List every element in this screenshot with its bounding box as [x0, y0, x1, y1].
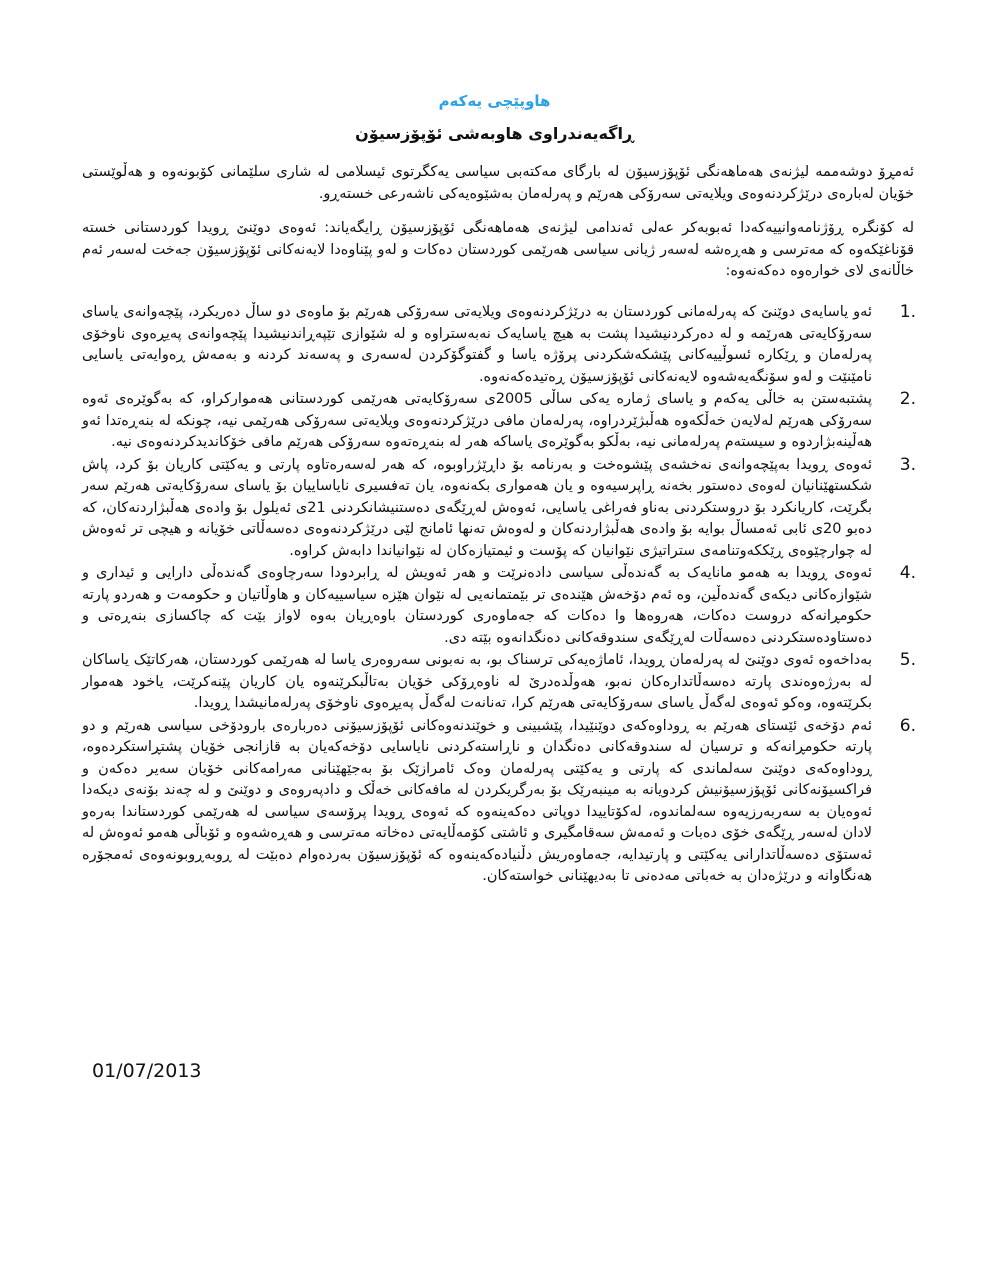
- document-date: 01/07/2013: [92, 1060, 202, 1082]
- item-number: 2.: [899, 389, 916, 409]
- item-number: 5.: [899, 650, 916, 670]
- list-item: [82, 715, 916, 888]
- item-text: ئەو یاسایەی دوێنێ کە پەرلەمانی کوردستان بە درێژکردنەوەی ویلایەتی سەرۆکی هەرێم بۆ ماوەی دو ساڵ دەریکرد، پێچەوانەی یاسای سەرۆکایەتی هەرێمە و لە دەرکردنیشیدا پشت بە هیچ یاسایەک نەبەستراوە و لە شێوازی تێپەڕاندنیشیدا پێچەوانەی پەیڕەوی ناوخۆی پەرلەمان و ڕێکارە ئسوڵییەکانی پێشکەشکردنی پرۆژە یاسا و گفتوگۆکردن لەسەری و پەسەند کردنە و بەمەش ڕەوایەتی یاسایی نامێنێت و لەو سۆنگەیەشەوە لایەنەکانی ئۆپۆزسیۆن ڕەتیدەکەنەوە.: [82, 304, 872, 385]
- list-item: [82, 302, 916, 388]
- item-number: 1.: [899, 302, 916, 322]
- list-item: [82, 454, 916, 563]
- item-number: 6.: [899, 715, 916, 736]
- item-text: ئەوەی ڕویدا بە هەمو مانایەک بە گەندەڵی سیاسی دادەنرێت و هەر ئەویش لە ڕابردودا سەرچاوەی گەندەڵی دارایی و ئیداری و شێوازەکانی دیکەی گەندەڵین، وە ئەم دۆخەش هێندەی تر بێمتمانەیی لە نێوان هێزە سیاسییەکان و هاوڵاتیان و حکومەت و هەردو پارتە حکومڕانەکە دروست دەکات، هەروەها وا دەکات کە جەماوەری کوردستان باوەڕیان بەوە لاواز بێت کە چاکسازی بنەڕەتی و دەستاودەستکردنی دەسەڵات لەڕێگەی سندوقەکانی دەنگدانەوە بێتە دی.: [82, 565, 872, 646]
- intro-paragraph: ئەمڕۆ دوشەممە لیژنەی هەماهەنگی ئۆپۆزسیۆن لە بارگای مەکتەبی سیاسی یەکگرتوی ئیسلامی لە شاری سلێمانی کۆبونەوە و هەڵوێستی خۆیان لەبارەی درێژکردنەوەی ویلایەتی سەرۆکی هەرێم و پەرلەمان بەشێوەیەکی ناشەرعی خستەڕو.: [82, 164, 914, 202]
- item-text: پشتبەستن بە خاڵی یەکەم و یاسای ژمارە یەکی ساڵی 2005ی سەرۆکایەتی هەرێمی کوردستانی هەموارکراو، کە بەگوێرەی ئەوە سەرۆکی هەرێم لەلایەن خەڵکەوە هەڵبژێردراوە، پەرلەمان مافی درێژکردنەوەی ویلایەتی سەرۆکی هەرێمی نیە، چونکە لە بنەڕەتدا ئەو هەڵینەبژاردوە و سیستەم پەرلەمانی نیە، بەڵکو بەگوێرەی یاساکە هەر لە بنەڕەتەوە سەرۆکی هەرێم مافی خۆکاندیدکردنەوەی نیە.: [82, 391, 873, 450]
- list-item: [82, 563, 916, 649]
- item-text: بەداخەوە ئەوی دوێنێ لە پەرلەمان ڕویدا، ئاماژەیەکی ترسناک بو، بە نەبونی سەروەری یاسا لە هەرێمی کوردستان، هەرکاتێک یاساکان لە بەرژەوەندی پارتە دەسەڵاتدارەکان نەبو، هەوڵدەدرێ لە ناوەڕۆکی خۆیان بەتاڵبکرێنەوە یان کاریان پێنەکرێت، یاخود هەموار بکرێتەوە، وەکو ئەوەی لەگەڵ یاسای سەرۆکایەتی هەرێم کرا، تەنانەت لەگەڵ پەیڕەوی ناوخۆی پەرلەمانیشدا ڕویدا.: [82, 652, 872, 711]
- intro-paragraph: لە کۆنگرە ڕۆژنامەوانییەکەدا ئەبوبەکر عەلی ئەندامی لیژنەی هەماهەنگی ئۆپۆزسیۆن ڕایگەیاند: ئەوەی دوێنێ ڕویدا کوردستانی خستە قۆناغێکەوە کە مەترسی و هەڕەشە لەسەر ژیانی سیاسی هەرێمی کوردستان دەکات و لەو پێناوەدا لایەنەکانی ئۆپۆزسیۆن جەخت لەسەر ئەم خاڵانەی لای خوارەوە دەکەنەوە:: [82, 220, 914, 279]
- points-list: [82, 302, 916, 889]
- item-text: ئەم دۆخەی ئێستای هەرێم بە ڕوداوەکەی دوێنێیدا، پێشبینی و خوێندنەوەکانی ئۆپۆزسیۆنی دەربارەی بارودۆخی سیاسی هەرێم و دو پارتە حکومڕانەکە و ترسیان لە سندوقەکانی دەنگدان و ناڕاستەکردنی نایاسایی دۆخەکەیان بە قازانجی خۆیان پشتڕاستکردەوە، ڕوداوەکەی دوێنێ سەلماندی کە پارتی و یەکێتی پەرلەمان وەک ئامرازێک بۆ بەجێهێنانی مەرامەکانی خۆیان سەیر دەکەن و فراکسیۆنەکانی ئۆپۆزسیۆنیش کردویانە بە مینبەرێک بۆ بەرگریکردن لە مافەکانی خەڵک و دادپەروەی و دوێنێ و لە چەند بۆنەی دیکەدا ئەوەیان بە سەربەرزیەوە سەلماندوە، لەکۆتاییدا دوپاتی دەکەینەوە کە ئەوەی ڕویدا پرۆسەی سیاسی لە هەرێمی کوردستاندا بەرەو لادان لەسەر ڕێگەی خۆی دەبات و ئەمەش سەقامگیری و ئاشتی کۆمەڵایەتی دەخاتە مەترسی و هەڕەشەوە و ئۆباڵی هەمو ئەوەش لە ئەستۆی دەسەڵاتدارانی یەکێتی و پارتیدایە، جەماوەریش دڵنیادەکەینەوە کە ئۆپۆزسیۆن بەردەوام دەبێت لە ڕوبەڕوبونەوەی ئەمجۆرە هەنگاوانە و درێژەدان بە خەباتی مەدەنی تا بەدیهێنانی خواستەکان.: [82, 717, 872, 884]
- document-supertitle: هاوپێچی یەکەم: [438, 92, 551, 110]
- item-number: 3.: [899, 454, 916, 475]
- document-title: ڕاگەیەندراوی هاوبەشی ئۆپۆزسیۆن: [355, 124, 634, 143]
- item-number: 4.: [899, 563, 916, 583]
- list-item: [82, 389, 916, 454]
- item-text: ئەوەی ڕویدا بەپێچەوانەی نەخشەی پێشوەخت و بەرنامە بۆ داڕێژراوبوە، کە هەر لەسەرەتاوە پارتی و یەکێتی کاریان بۆ کرد، پاش شکستهێنانیان لەوەی دەستور بخەنە ڕاپرسیەوە و یان هەمواری بکەنەوە، یان تەفسیری نایاساییان بۆ یاسای سەرۆکایەتی هەرێم سەر بگرێت، کاریانکرد بۆ دروستکردنی بەناو فەراغی یاسایی، ئەوەش لەڕێگەی دەستنیشانکردنی 21ی ئەیلول بۆ وادەی هەڵبژاردنەکان، کە دەبو 20ی ئابی ئەمساڵ بوایە بۆ وادەی هەڵبژاردنەکان و لەوەش تەنها ئامانج لێی درێژکردنەوەی دەسەڵاتی خۆیانە و هیچی تر ئەوەش لە چوارچێوەی ڕێککەوتنامەی ستراتیژی نێوانیان کە پۆست و ئیمتیازەکان لە نێوانیاندا دابەش کراوە.: [82, 456, 872, 559]
- list-item: [82, 650, 916, 715]
